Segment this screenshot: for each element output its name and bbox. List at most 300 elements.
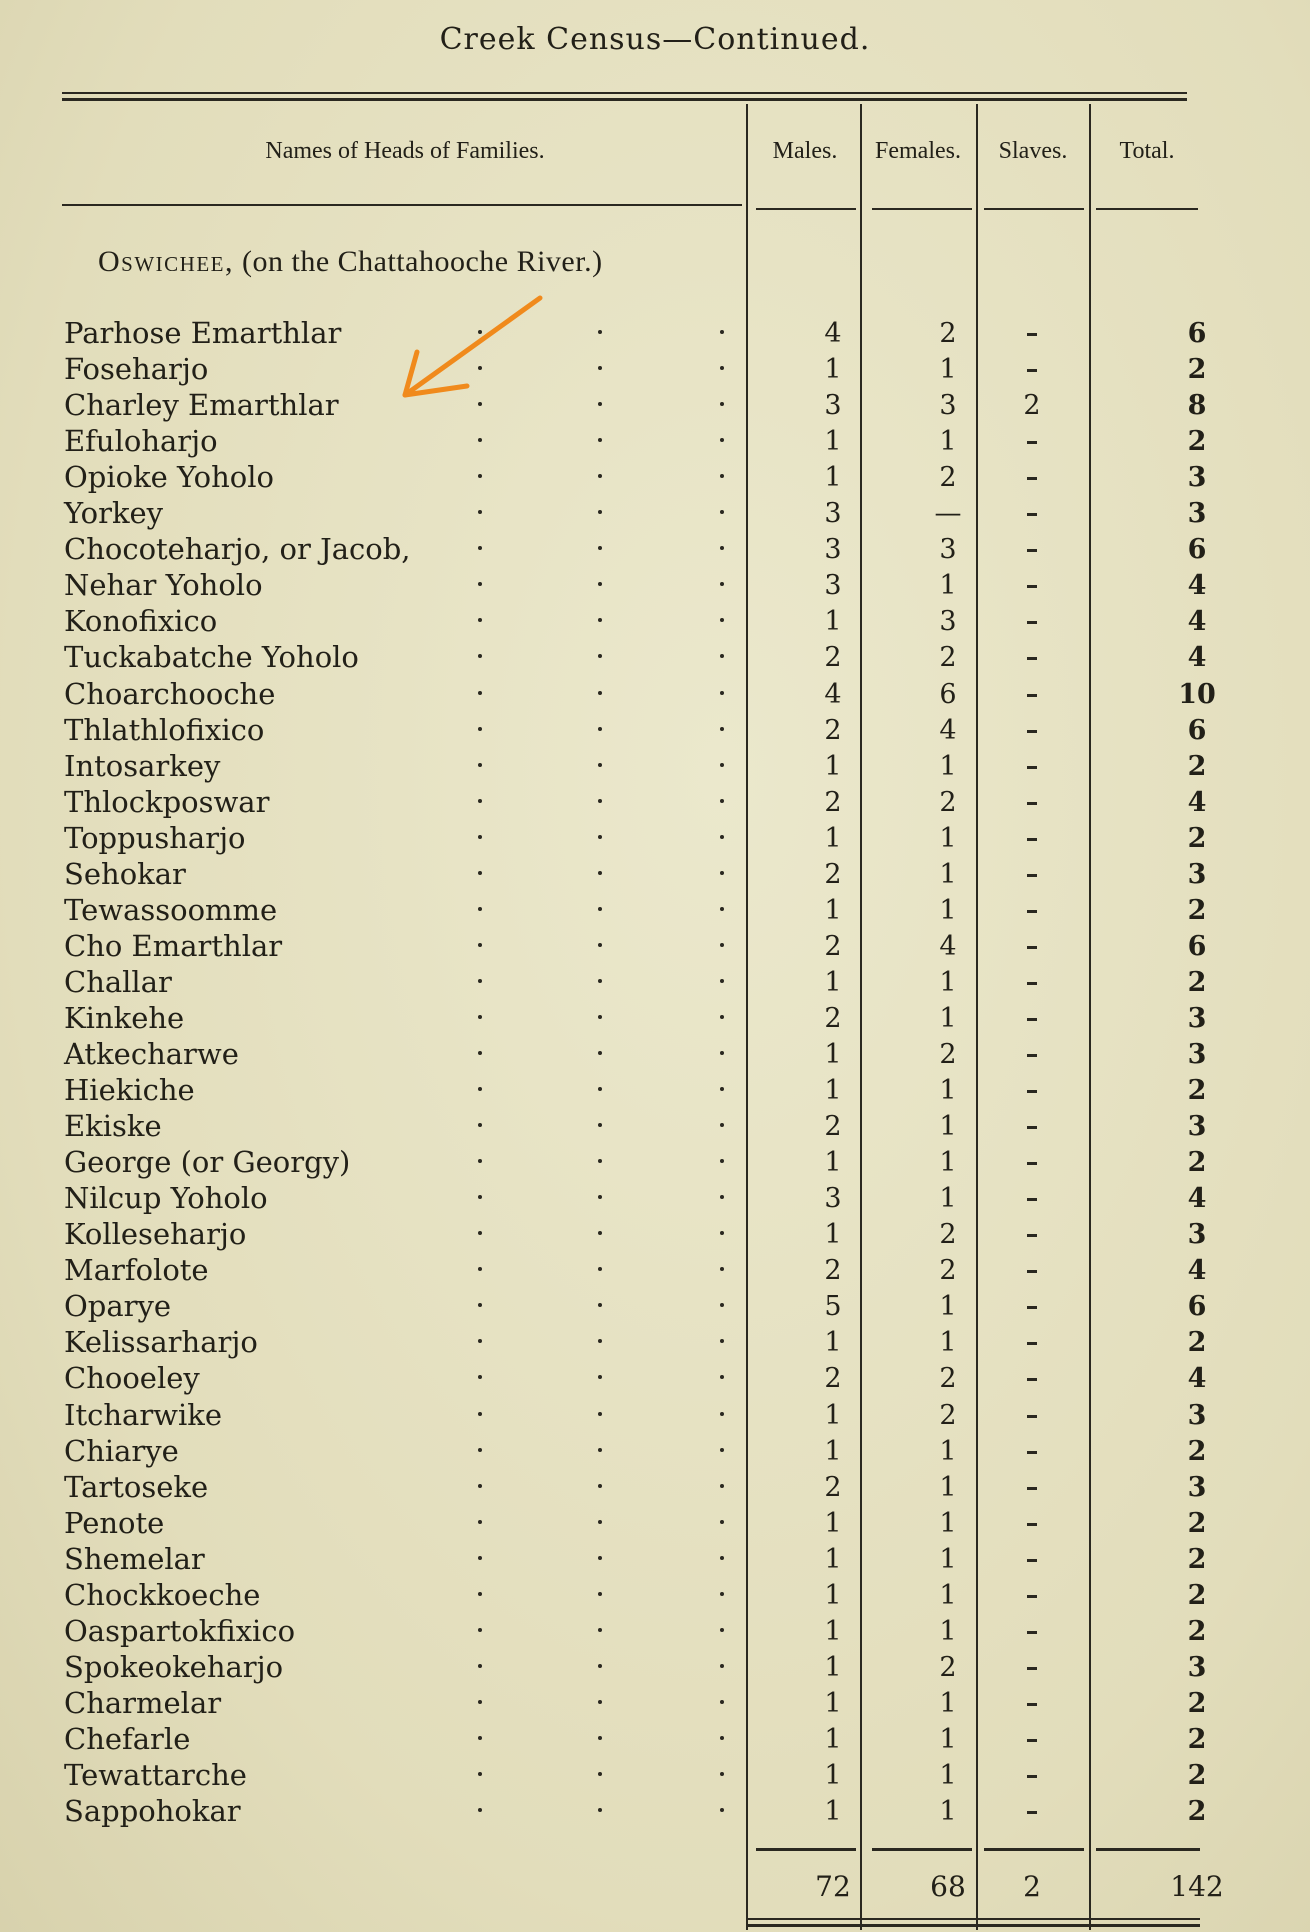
leader-dot	[598, 763, 602, 767]
females-value: 1	[939, 354, 957, 386]
leader-dot	[478, 474, 482, 478]
leader-dot	[478, 1195, 482, 1199]
slaves-dash	[1027, 1270, 1037, 1273]
leader-dot	[478, 1448, 482, 1452]
table-row	[0, 1614, 1310, 1650]
top-rule-1	[62, 92, 1187, 94]
total-value: 2	[1187, 1687, 1207, 1719]
leader-dot	[478, 979, 482, 983]
slaves-dash	[1027, 838, 1037, 841]
total-value: 2	[1187, 1507, 1207, 1539]
leader-dot	[720, 582, 724, 586]
leader-dot	[598, 618, 602, 622]
family-name: Efuloharjo	[64, 424, 218, 459]
table-row	[0, 1794, 1310, 1830]
family-name: Toppusharjo	[64, 820, 246, 855]
table-row	[0, 1686, 1310, 1722]
leader-dot	[478, 582, 482, 586]
females-value: 1	[939, 1435, 957, 1467]
leader-dot	[720, 618, 724, 622]
total-total: 142	[1170, 1870, 1224, 1903]
females-value: 1	[939, 858, 957, 890]
leader-dot	[598, 1736, 602, 1740]
family-name: Sappohokar	[64, 1794, 241, 1829]
total-value: 6	[1187, 1291, 1207, 1323]
table-row	[0, 1542, 1310, 1578]
leader-dot	[478, 618, 482, 622]
slaves-dash	[1027, 1775, 1037, 1778]
leader-dot	[720, 1736, 724, 1740]
table-row	[0, 1470, 1310, 1506]
slaves-dash	[1027, 1667, 1037, 1670]
table-row	[0, 604, 1310, 640]
males-value: 1	[824, 1615, 842, 1647]
table-row	[0, 785, 1310, 821]
table-row	[0, 1073, 1310, 1109]
leader-dot	[720, 727, 724, 731]
totals-rule-total	[1096, 1848, 1200, 1851]
table-row	[0, 1398, 1310, 1434]
leader-dot	[478, 1267, 482, 1271]
leader-dot	[598, 1412, 602, 1416]
leader-dot	[478, 1808, 482, 1812]
header-names	[100, 138, 710, 165]
leader-dot	[598, 871, 602, 875]
total-value: 4	[1187, 606, 1207, 638]
header-slaves	[978, 138, 1088, 165]
leader-dot	[598, 510, 602, 514]
females-value: 1	[939, 750, 957, 782]
leader-dot	[478, 1520, 482, 1524]
table-row	[0, 929, 1310, 965]
total-value: 3	[1187, 858, 1207, 890]
males-value: 2	[824, 642, 842, 674]
leader-dot	[720, 1664, 724, 1668]
leader-dot	[720, 1231, 724, 1235]
total-females: 68	[930, 1870, 966, 1903]
slaves-dash	[1027, 1054, 1037, 1057]
family-name: Ekiske	[64, 1109, 162, 1144]
total-value: 2	[1187, 1147, 1207, 1179]
leader-dot	[720, 1195, 724, 1199]
family-name: Sehokar	[64, 856, 186, 891]
leader-dot	[478, 438, 482, 442]
annotation-arrow-icon	[395, 290, 555, 410]
females-value: 1	[939, 1543, 957, 1575]
males-value: 4	[824, 318, 842, 349]
family-name: Chefarle	[64, 1721, 191, 1756]
males-value: 1	[824, 822, 842, 854]
leader-dot	[720, 1339, 724, 1343]
total-value: 2	[1187, 966, 1207, 998]
family-name: Kelissarharjo	[64, 1325, 258, 1360]
leader-dot	[478, 835, 482, 839]
males-value: 3	[824, 498, 842, 530]
slaves-dash	[1027, 333, 1037, 336]
males-value: 1	[824, 354, 842, 386]
males-value: 1	[824, 1543, 842, 1575]
females-value: 2	[939, 462, 957, 494]
leader-dot	[720, 1051, 724, 1055]
table-row	[0, 460, 1310, 496]
total-value: 3	[1187, 462, 1207, 494]
males-value: 1	[824, 1327, 842, 1359]
leader-dot	[478, 1592, 482, 1596]
leader-dot	[720, 1592, 724, 1596]
females-value: 4	[939, 714, 957, 746]
slaves-dash	[1027, 657, 1037, 660]
leader-dot	[478, 1484, 482, 1488]
slaves-dash	[1027, 874, 1037, 877]
total-value: 3	[1187, 1399, 1207, 1431]
slaves-dash	[1027, 477, 1037, 480]
leader-dot	[720, 1484, 724, 1488]
females-value: 1	[939, 894, 957, 926]
total-value: 2	[1187, 1615, 1207, 1647]
slaves-dash	[1027, 910, 1037, 913]
females-value: 1	[939, 1327, 957, 1359]
males-value: 1	[824, 1687, 842, 1719]
table-row	[0, 1650, 1310, 1686]
leader-dot	[598, 1015, 602, 1019]
table-row	[0, 1289, 1310, 1325]
header-total-text: Total.	[1119, 138, 1175, 164]
total-value: 3	[1187, 1039, 1207, 1070]
page-title	[0, 22, 1310, 57]
males-value: 4	[824, 678, 842, 710]
family-name: Opioke Yoholo	[64, 460, 274, 495]
males-value: 1	[824, 1796, 842, 1828]
total-value: 6	[1187, 318, 1207, 349]
leader-dot	[478, 907, 482, 911]
header-slaves-text: Slaves.	[998, 138, 1068, 164]
total-value: 10	[1178, 678, 1216, 710]
leader-dot	[720, 1700, 724, 1704]
males-value: 2	[824, 1363, 842, 1395]
family-name: Konofixico	[64, 604, 218, 639]
females-value: 1	[939, 1579, 957, 1611]
family-name: Marfolote	[64, 1253, 209, 1288]
total-value: 4	[1187, 642, 1207, 674]
table-row	[0, 1758, 1310, 1794]
males-value: 1	[824, 1219, 842, 1251]
family-name: Tartoseke	[64, 1469, 209, 1504]
leader-dot	[720, 510, 724, 514]
slaves-dash	[1027, 946, 1037, 949]
header-underline-names	[62, 204, 742, 206]
family-name: Spokeokeharjo	[64, 1649, 284, 1684]
females-value: 3	[939, 606, 957, 638]
leader-dot	[720, 1123, 724, 1127]
header-females	[862, 138, 974, 165]
females-value: 2	[939, 318, 957, 349]
leader-dot	[478, 1159, 482, 1163]
leader-dot	[478, 1123, 482, 1127]
total-value: 3	[1187, 1219, 1207, 1251]
table-row	[0, 568, 1310, 604]
males-value: 1	[824, 462, 842, 494]
females-value: 1	[939, 1002, 957, 1034]
leader-dot	[598, 1159, 602, 1163]
leader-dot	[598, 330, 602, 334]
leader-dot	[720, 799, 724, 803]
total-value: 2	[1187, 354, 1207, 386]
table-row	[0, 640, 1310, 676]
table-row	[0, 424, 1310, 460]
total-value: 2	[1187, 1075, 1207, 1107]
table-row	[0, 1217, 1310, 1253]
family-name: Oparye	[64, 1289, 172, 1324]
leader-dot	[478, 1412, 482, 1416]
family-name: Atkecharwe	[64, 1037, 239, 1071]
males-value: 1	[824, 1039, 842, 1070]
leader-dot	[598, 799, 602, 803]
total-value: 3	[1187, 498, 1207, 530]
slaves-dash	[1027, 1234, 1037, 1237]
males-value: 2	[824, 786, 842, 818]
females-value: 1	[939, 426, 957, 458]
females-value: 1	[939, 1291, 957, 1323]
family-name: Nilcup Yoholo	[64, 1181, 268, 1216]
females-value: 2	[939, 1039, 957, 1070]
leader-dot	[598, 691, 602, 695]
table-row	[0, 1325, 1310, 1361]
leader-dot	[598, 979, 602, 983]
family-name: Intosarkey	[64, 748, 221, 783]
totals-rule-slaves	[984, 1848, 1084, 1851]
males-value: 3	[824, 390, 842, 422]
table-row	[0, 1145, 1310, 1181]
males-value: 3	[824, 1183, 842, 1215]
total-value: 2	[1187, 1796, 1207, 1828]
leader-dot	[720, 979, 724, 983]
males-value: 1	[824, 1579, 842, 1611]
leader-dot	[720, 835, 724, 839]
leader-dot	[598, 1700, 602, 1704]
header-underline-total	[1096, 208, 1198, 210]
table-row	[0, 1722, 1310, 1758]
slaves-dash	[1027, 1415, 1037, 1418]
leader-dot	[720, 1375, 724, 1379]
females-value: 2	[939, 1363, 957, 1395]
header-underline-slaves	[984, 208, 1084, 210]
bottom-rule-1	[748, 1918, 1200, 1920]
leader-dot	[478, 1303, 482, 1307]
table-row	[0, 316, 1310, 352]
leader-dot	[598, 1592, 602, 1596]
total-value: 2	[1187, 1579, 1207, 1611]
leader-dot	[598, 366, 602, 370]
males-value: 1	[824, 1435, 842, 1467]
family-name: Tewattarche	[64, 1758, 247, 1792]
males-value: 2	[824, 714, 842, 746]
leader-dot	[598, 402, 602, 406]
males-value: 1	[824, 894, 842, 926]
table-row	[0, 1109, 1310, 1145]
section-location: (on the Chattahooche River.)	[242, 245, 603, 278]
slaves-dash	[1027, 1595, 1037, 1598]
family-name: Chiarye	[64, 1433, 179, 1468]
slaves-dash	[1027, 1018, 1037, 1021]
slaves-dash	[1027, 1126, 1037, 1129]
females-value: 1	[939, 1147, 957, 1179]
males-value: 2	[824, 930, 842, 962]
family-name: Thlathlofixico	[64, 712, 265, 747]
slaves-dash	[1027, 694, 1037, 697]
males-value: 1	[824, 1760, 842, 1791]
leader-dot	[598, 1520, 602, 1524]
table-row	[0, 1253, 1310, 1289]
leader-dot	[598, 654, 602, 658]
table-row	[0, 677, 1310, 713]
total-value: 2	[1187, 822, 1207, 854]
top-rule-2	[62, 98, 1187, 101]
slaves-dash	[1027, 369, 1037, 372]
slaves-dash	[1027, 982, 1037, 985]
leader-dot	[720, 1159, 724, 1163]
slaves-dash	[1027, 1703, 1037, 1706]
family-name: Parhose Emarthlar	[64, 316, 342, 350]
females-value: 1	[939, 1111, 957, 1143]
leader-dot	[720, 546, 724, 550]
females-value: 1	[939, 1687, 957, 1719]
leader-dot	[598, 1231, 602, 1235]
leader-dot	[720, 1628, 724, 1632]
total-value: 3	[1187, 1002, 1207, 1034]
leader-dot	[478, 1051, 482, 1055]
males-value: 1	[824, 1507, 842, 1539]
family-name: Cho Emarthlar	[64, 928, 283, 963]
leader-dot	[598, 1195, 602, 1199]
table-row	[0, 893, 1310, 929]
females-value: 1	[939, 1723, 957, 1755]
leader-dot	[720, 402, 724, 406]
leader-dot	[598, 1375, 602, 1379]
family-name: Choarchooche	[64, 676, 276, 711]
table-row	[0, 1434, 1310, 1470]
females-value: 6	[939, 678, 957, 710]
table-row	[0, 1361, 1310, 1397]
family-name: Thlockposwar	[64, 784, 270, 819]
leader-dot	[478, 546, 482, 550]
females-value: 2	[939, 786, 957, 818]
family-name: Tuckabatche Yoholo	[64, 640, 359, 675]
slaves-dash	[1027, 1451, 1037, 1454]
males-value: 3	[824, 570, 842, 602]
total-value: 2	[1187, 894, 1207, 926]
totals-row	[0, 1870, 1310, 1906]
leader-dot	[478, 510, 482, 514]
leader-dot	[720, 330, 724, 334]
leader-dot	[720, 474, 724, 478]
slaves-dash	[1027, 1523, 1037, 1526]
slaves-dash	[1027, 1090, 1037, 1093]
males-value: 1	[824, 1651, 842, 1683]
header-underline-females	[872, 208, 972, 210]
females-value: 2	[939, 1219, 957, 1251]
table-row	[0, 496, 1310, 532]
table-row	[0, 1506, 1310, 1542]
females-value: 2	[939, 642, 957, 674]
leader-dot	[598, 1556, 602, 1560]
table-row	[0, 1181, 1310, 1217]
females-value: 1	[939, 570, 957, 602]
family-name: Oaspartokfixico	[64, 1613, 296, 1648]
leader-dot	[598, 1628, 602, 1632]
family-name: Itcharwike	[64, 1397, 223, 1432]
slaves-dash	[1027, 1487, 1037, 1490]
females-value: 2	[939, 1399, 957, 1431]
leader-dot	[720, 1556, 724, 1560]
leader-dot	[598, 1772, 602, 1776]
total-slaves: 2	[1023, 1870, 1041, 1903]
males-value: 1	[824, 750, 842, 782]
slaves-dash	[1027, 549, 1037, 552]
header-names-text: Names of Heads of Families.	[265, 138, 545, 164]
total-value: 4	[1187, 1183, 1207, 1215]
table-row	[0, 532, 1310, 568]
total-value: 6	[1187, 534, 1207, 566]
females-value: 1	[939, 1507, 957, 1539]
total-value: 2	[1187, 1723, 1207, 1755]
leader-dot	[720, 871, 724, 875]
table-row	[0, 1037, 1310, 1073]
leader-dot	[478, 871, 482, 875]
leader-dot	[720, 1267, 724, 1271]
slaves-dash	[1027, 766, 1037, 769]
slaves-dash	[1027, 1631, 1037, 1634]
page-title-text: Creek Census—Continued.	[439, 22, 871, 57]
family-name: Kinkehe	[64, 1000, 185, 1035]
family-name: George (or Georgy)	[64, 1145, 351, 1180]
leader-dot	[478, 1339, 482, 1343]
slaves-dash	[1027, 1162, 1037, 1165]
males-value: 1	[824, 1075, 842, 1107]
males-value: 1	[824, 426, 842, 458]
leader-dot	[598, 835, 602, 839]
family-name: Chocoteharjo, or Jacob,	[64, 532, 411, 567]
leader-dot	[478, 1664, 482, 1668]
leader-dot	[478, 654, 482, 658]
bottom-rule-2	[748, 1924, 1200, 1927]
total-value: 4	[1187, 786, 1207, 818]
leader-dot	[598, 438, 602, 442]
leader-dot	[720, 1412, 724, 1416]
table-row	[0, 352, 1310, 388]
total-value: 3	[1187, 1471, 1207, 1503]
females-value: 1	[939, 966, 957, 998]
males-value: 1	[824, 1399, 842, 1431]
females-value: 1	[939, 1075, 957, 1107]
total-value: 2	[1187, 1543, 1207, 1575]
leader-dot	[720, 438, 724, 442]
family-name: Charmelar	[64, 1685, 222, 1720]
totals-rule-males	[756, 1848, 856, 1851]
leader-dot	[598, 1087, 602, 1091]
family-name: Charley Emarthlar	[64, 388, 339, 423]
section-heading	[98, 245, 603, 279]
leader-dot	[478, 1628, 482, 1632]
leader-dot	[598, 907, 602, 911]
leader-dot	[478, 1375, 482, 1379]
males-value: 1	[824, 1147, 842, 1179]
leader-dot	[598, 1267, 602, 1271]
females-value: 1	[939, 1796, 957, 1828]
family-name: Challar	[64, 964, 172, 999]
table-row	[0, 857, 1310, 893]
header-males-text: Males.	[772, 138, 838, 164]
slaves-dash	[1027, 1198, 1037, 1201]
